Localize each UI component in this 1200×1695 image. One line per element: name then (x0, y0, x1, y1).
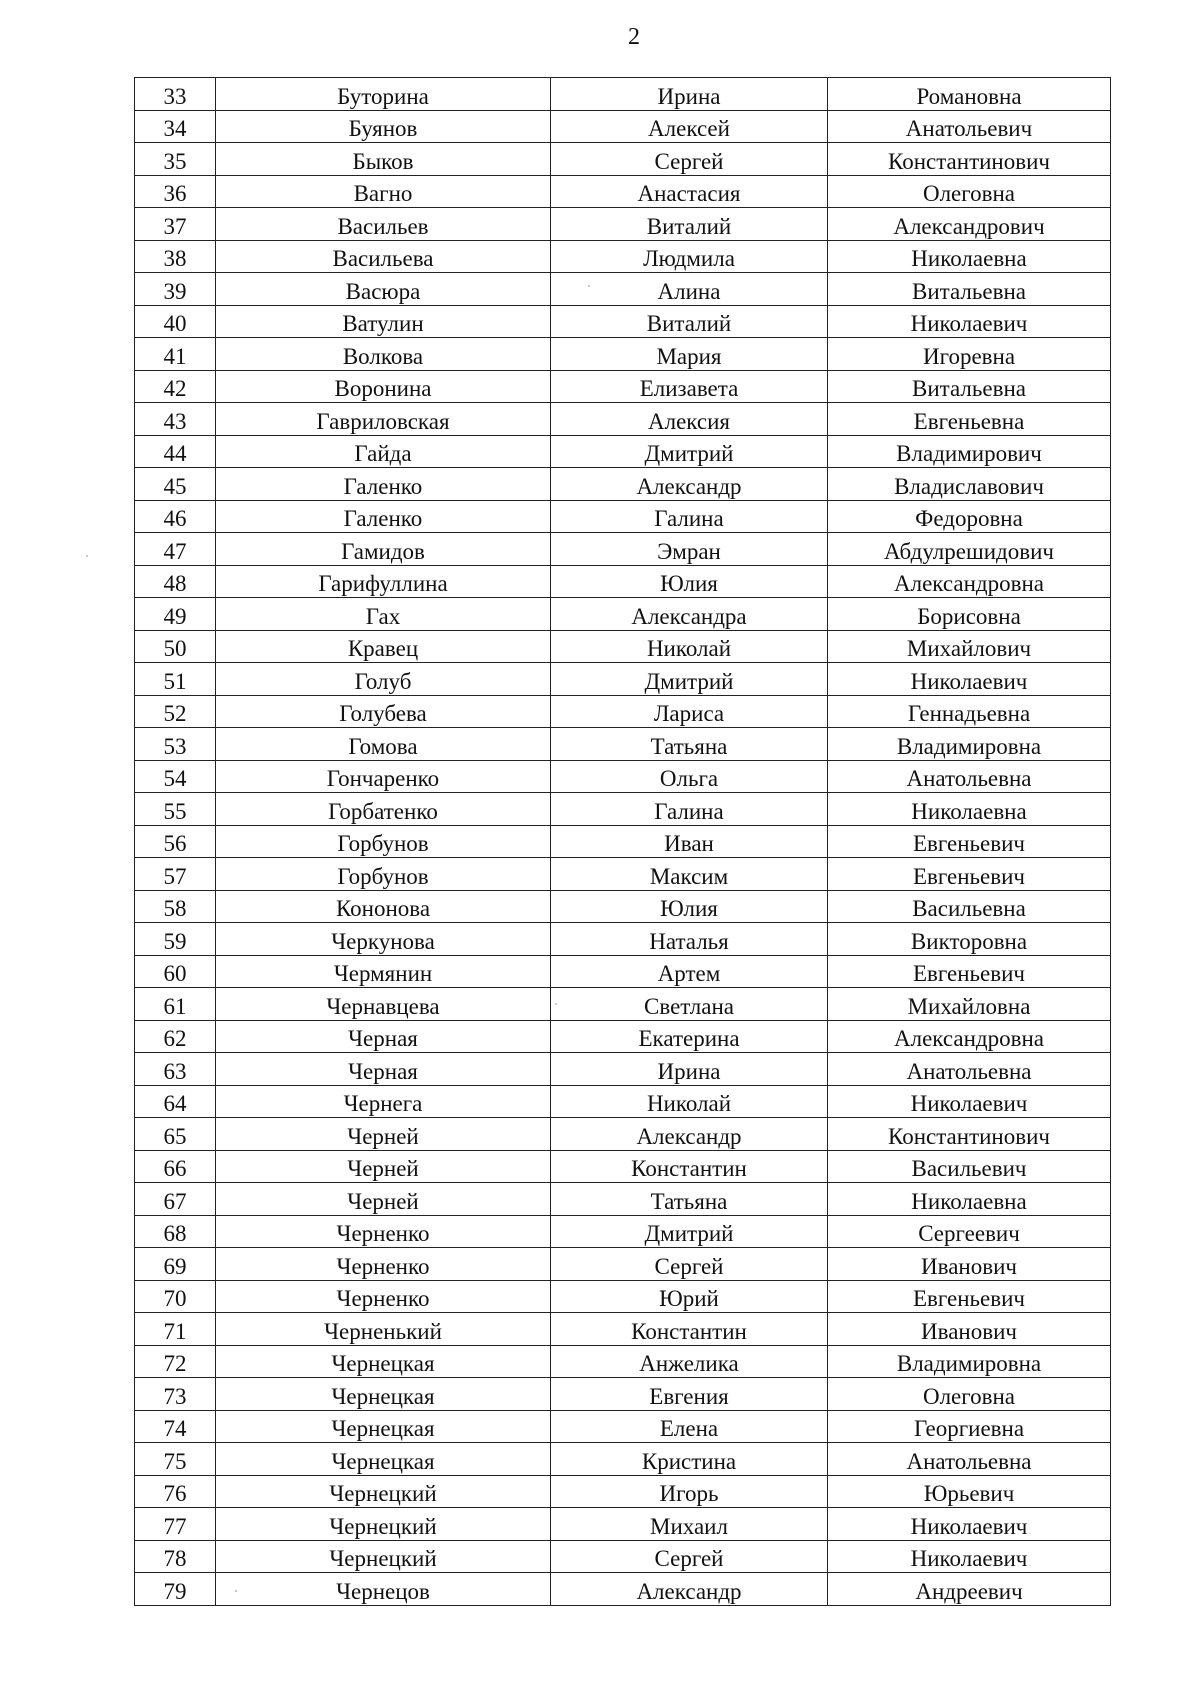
patronymic-cell: Константинович (828, 1118, 1111, 1151)
first-name-cell: Алексия (551, 403, 828, 436)
patronymic-cell: Игоревна (828, 338, 1111, 371)
first-name-cell: Ольга (551, 760, 828, 793)
surname-cell: Горбунов (216, 825, 551, 858)
patronymic-cell: Николаевич (828, 305, 1111, 338)
first-name-cell: Николай (551, 630, 828, 663)
row-number-cell: 64 (135, 1085, 216, 1118)
first-name-cell: Светлана (551, 988, 828, 1021)
surname-cell: Гамидов (216, 533, 551, 566)
patronymic-cell: Николаевич (828, 663, 1111, 696)
surname-cell: Кононова (216, 890, 551, 923)
surname-cell: Чернецкая (216, 1443, 551, 1476)
page-number: 2 (628, 24, 640, 50)
table-row (135, 728, 1111, 761)
first-name-cell: Константин (551, 1150, 828, 1183)
table-row (135, 110, 1111, 143)
table-row (135, 565, 1111, 598)
row-number-cell: 76 (135, 1475, 216, 1508)
table-row (135, 1475, 1111, 1508)
table-row (135, 663, 1111, 696)
first-name-cell: Мария (551, 338, 828, 371)
row-number-cell: 48 (135, 565, 216, 598)
table-row (135, 1085, 1111, 1118)
table-row (135, 923, 1111, 956)
row-number-cell: 71 (135, 1313, 216, 1346)
patronymic-cell: Николаевна (828, 1183, 1111, 1216)
row-number-cell: 54 (135, 760, 216, 793)
table-row (135, 1215, 1111, 1248)
row-number-cell: 58 (135, 890, 216, 923)
surname-cell: Чернецкий (216, 1475, 551, 1508)
table-row (135, 598, 1111, 631)
first-name-cell: Александр (551, 1573, 828, 1606)
table-row (135, 435, 1111, 468)
first-name-cell: Татьяна (551, 1183, 828, 1216)
row-number-cell: 74 (135, 1410, 216, 1443)
row-number-cell: 72 (135, 1345, 216, 1378)
first-name-cell: Игорь (551, 1475, 828, 1508)
surname-cell: Чернецкая (216, 1345, 551, 1378)
first-name-cell: Евгения (551, 1378, 828, 1411)
row-number-cell: 52 (135, 695, 216, 728)
patronymic-cell: Абдулрешидович (828, 533, 1111, 566)
first-name-cell: Михаил (551, 1508, 828, 1541)
patronymic-cell: Александровна (828, 1020, 1111, 1053)
surname-cell: Черная (216, 1020, 551, 1053)
row-number-cell: 61 (135, 988, 216, 1021)
surname-cell: Черненко (216, 1215, 551, 1248)
patronymic-cell: Владиславович (828, 468, 1111, 501)
surname-cell: Гайда (216, 435, 551, 468)
first-name-cell: Эмран (551, 533, 828, 566)
surname-cell: Чернецкая (216, 1410, 551, 1443)
first-name-cell: Сергей (551, 143, 828, 176)
surname-cell: Чернега (216, 1085, 551, 1118)
row-number-cell: 53 (135, 728, 216, 761)
row-number-cell: 44 (135, 435, 216, 468)
patronymic-cell: Константинович (828, 143, 1111, 176)
row-number-cell: 57 (135, 858, 216, 891)
row-number-cell: 33 (135, 78, 216, 111)
table-row (135, 1508, 1111, 1541)
patronymic-cell: Иванович (828, 1313, 1111, 1346)
surname-cell: Чернецкая (216, 1378, 551, 1411)
surname-cell: Черненко (216, 1280, 551, 1313)
row-number-cell: 62 (135, 1020, 216, 1053)
table-row (135, 1410, 1111, 1443)
table-row (135, 1183, 1111, 1216)
patronymic-cell: Евгеньевна (828, 403, 1111, 436)
surname-cell: Буторина (216, 78, 551, 111)
patronymic-cell: Владимирович (828, 435, 1111, 468)
table-row (135, 500, 1111, 533)
table-row (135, 175, 1111, 208)
table-row (135, 1248, 1111, 1281)
row-number-cell: 68 (135, 1215, 216, 1248)
surname-cell: Гомова (216, 728, 551, 761)
table-row (135, 793, 1111, 826)
row-number-cell: 45 (135, 468, 216, 501)
surname-cell: Галенко (216, 468, 551, 501)
row-number-cell: 70 (135, 1280, 216, 1313)
table-row (135, 240, 1111, 273)
patronymic-cell: Михайловна (828, 988, 1111, 1021)
row-number-cell: 36 (135, 175, 216, 208)
patronymic-cell: Анатольевна (828, 1053, 1111, 1086)
first-name-cell: Юлия (551, 565, 828, 598)
scan-speck (235, 1590, 237, 1592)
surname-cell: Черней (216, 1118, 551, 1151)
first-name-cell: Алина (551, 273, 828, 306)
first-name-cell: Константин (551, 1313, 828, 1346)
surname-cell: Воронина (216, 370, 551, 403)
table-row (135, 858, 1111, 891)
surname-cell: Чернавцева (216, 988, 551, 1021)
patronymic-cell: Викторовна (828, 923, 1111, 956)
first-name-cell: Александр (551, 1118, 828, 1151)
surname-cell: Горбатенко (216, 793, 551, 826)
patronymic-cell: Романовна (828, 78, 1111, 111)
surname-cell: Голубева (216, 695, 551, 728)
surname-cell: Гах (216, 598, 551, 631)
table-row (135, 1118, 1111, 1151)
row-number-cell: 63 (135, 1053, 216, 1086)
first-name-cell: Артем (551, 955, 828, 988)
first-name-cell: Юрий (551, 1280, 828, 1313)
table-row (135, 78, 1111, 111)
row-number-cell: 56 (135, 825, 216, 858)
first-name-cell: Ирина (551, 78, 828, 111)
patronymic-cell: Владимировна (828, 728, 1111, 761)
table-row (135, 1443, 1111, 1476)
patronymic-cell: Александрович (828, 208, 1111, 241)
patronymic-cell: Александровна (828, 565, 1111, 598)
patronymic-cell: Сергеевич (828, 1215, 1111, 1248)
row-number-cell: 41 (135, 338, 216, 371)
table-row (135, 338, 1111, 371)
row-number-cell: 40 (135, 305, 216, 338)
table-row (135, 1313, 1111, 1346)
first-name-cell: Елизавета (551, 370, 828, 403)
surname-cell: Чернецкий (216, 1540, 551, 1573)
first-name-cell: Алексей (551, 110, 828, 143)
patronymic-cell: Васильевич (828, 1150, 1111, 1183)
surname-cell: Васюра (216, 273, 551, 306)
patronymic-cell: Владимировна (828, 1345, 1111, 1378)
first-name-cell: Ирина (551, 1053, 828, 1086)
row-number-cell: 38 (135, 240, 216, 273)
row-number-cell: 34 (135, 110, 216, 143)
first-name-cell: Елена (551, 1410, 828, 1443)
first-name-cell: Сергей (551, 1248, 828, 1281)
row-number-cell: 35 (135, 143, 216, 176)
table-row (135, 1150, 1111, 1183)
table-row (135, 988, 1111, 1021)
row-number-cell: 75 (135, 1443, 216, 1476)
roster-table (134, 77, 1111, 1606)
table-row (135, 208, 1111, 241)
table-row (135, 630, 1111, 663)
surname-cell: Горбунов (216, 858, 551, 891)
row-number-cell: 59 (135, 923, 216, 956)
surname-cell: Чернецов (216, 1573, 551, 1606)
first-name-cell: Николай (551, 1085, 828, 1118)
surname-cell: Черненький (216, 1313, 551, 1346)
row-number-cell: 67 (135, 1183, 216, 1216)
first-name-cell: Наталья (551, 923, 828, 956)
patronymic-cell: Иванович (828, 1248, 1111, 1281)
table-row (135, 370, 1111, 403)
patronymic-cell: Михайлович (828, 630, 1111, 663)
surname-cell: Черней (216, 1183, 551, 1216)
row-number-cell: 66 (135, 1150, 216, 1183)
first-name-cell: Александра (551, 598, 828, 631)
table-row (135, 305, 1111, 338)
row-number-cell: 50 (135, 630, 216, 663)
surname-cell: Гавриловская (216, 403, 551, 436)
table-row (135, 695, 1111, 728)
surname-cell: Васильева (216, 240, 551, 273)
row-number-cell: 69 (135, 1248, 216, 1281)
first-name-cell: Анастасия (551, 175, 828, 208)
patronymic-cell: Евгеньевич (828, 955, 1111, 988)
surname-cell: Гончаренко (216, 760, 551, 793)
first-name-cell: Иван (551, 825, 828, 858)
first-name-cell: Александр (551, 468, 828, 501)
table-row (135, 1345, 1111, 1378)
row-number-cell: 60 (135, 955, 216, 988)
first-name-cell: Галина (551, 500, 828, 533)
row-number-cell: 42 (135, 370, 216, 403)
patronymic-cell: Анатольевна (828, 1443, 1111, 1476)
patronymic-cell: Витальевна (828, 273, 1111, 306)
patronymic-cell: Андреевич (828, 1573, 1111, 1606)
patronymic-cell: Николаевич (828, 1508, 1111, 1541)
surname-cell: Быков (216, 143, 551, 176)
first-name-cell: Дмитрий (551, 435, 828, 468)
row-number-cell: 79 (135, 1573, 216, 1606)
roster-body (135, 78, 1111, 1606)
surname-cell: Ватулин (216, 305, 551, 338)
patronymic-cell: Юрьевич (828, 1475, 1111, 1508)
patronymic-cell: Васильевна (828, 890, 1111, 923)
first-name-cell: Людмила (551, 240, 828, 273)
first-name-cell: Лариса (551, 695, 828, 728)
patronymic-cell: Анатольевич (828, 110, 1111, 143)
patronymic-cell: Борисовна (828, 598, 1111, 631)
patronymic-cell: Витальевна (828, 370, 1111, 403)
surname-cell: Гарифуллина (216, 565, 551, 598)
table-row (135, 1053, 1111, 1086)
first-name-cell: Сергей (551, 1540, 828, 1573)
first-name-cell: Татьяна (551, 728, 828, 761)
patronymic-cell: Евгеньевич (828, 858, 1111, 891)
first-name-cell: Юлия (551, 890, 828, 923)
patronymic-cell: Евгеньевич (828, 825, 1111, 858)
row-number-cell: 65 (135, 1118, 216, 1151)
row-number-cell: 77 (135, 1508, 216, 1541)
row-number-cell: 78 (135, 1540, 216, 1573)
surname-cell: Буянов (216, 110, 551, 143)
surname-cell: Кравец (216, 630, 551, 663)
scan-speck (555, 1003, 557, 1005)
table-row (135, 890, 1111, 923)
patronymic-cell: Олеговна (828, 1378, 1111, 1411)
table-row (135, 143, 1111, 176)
row-number-cell: 49 (135, 598, 216, 631)
table-row (135, 1020, 1111, 1053)
patronymic-cell: Николаевна (828, 240, 1111, 273)
first-name-cell: Галина (551, 793, 828, 826)
surname-cell: Волкова (216, 338, 551, 371)
patronymic-cell: Федоровна (828, 500, 1111, 533)
row-number-cell: 73 (135, 1378, 216, 1411)
surname-cell: Черная (216, 1053, 551, 1086)
table-row (135, 1378, 1111, 1411)
first-name-cell: Виталий (551, 305, 828, 338)
row-number-cell: 46 (135, 500, 216, 533)
table-row (135, 1280, 1111, 1313)
row-number-cell: 55 (135, 793, 216, 826)
patronymic-cell: Олеговна (828, 175, 1111, 208)
patronymic-cell: Николаевич (828, 1540, 1111, 1573)
surname-cell: Черней (216, 1150, 551, 1183)
surname-cell: Черкунова (216, 923, 551, 956)
table-row (135, 1573, 1111, 1606)
first-name-cell: Кристина (551, 1443, 828, 1476)
table-row (135, 1540, 1111, 1573)
scan-speck (86, 555, 88, 557)
row-number-cell: 39 (135, 273, 216, 306)
table-row (135, 533, 1111, 566)
table-row (135, 468, 1111, 501)
table-row (135, 955, 1111, 988)
first-name-cell: Максим (551, 858, 828, 891)
surname-cell: Чернецкий (216, 1508, 551, 1541)
first-name-cell: Виталий (551, 208, 828, 241)
patronymic-cell: Николаевна (828, 793, 1111, 826)
surname-cell: Галенко (216, 500, 551, 533)
patronymic-cell: Георгиевна (828, 1410, 1111, 1443)
surname-cell: Черненко (216, 1248, 551, 1281)
first-name-cell: Анжелика (551, 1345, 828, 1378)
table-row (135, 403, 1111, 436)
surname-cell: Чермянин (216, 955, 551, 988)
scan-speck (588, 285, 590, 287)
table-row (135, 825, 1111, 858)
first-name-cell: Екатерина (551, 1020, 828, 1053)
table-row (135, 760, 1111, 793)
row-number-cell: 37 (135, 208, 216, 241)
first-name-cell: Дмитрий (551, 663, 828, 696)
patronymic-cell: Евгеньевич (828, 1280, 1111, 1313)
surname-cell: Голуб (216, 663, 551, 696)
surname-cell: Васильев (216, 208, 551, 241)
patronymic-cell: Геннадьевна (828, 695, 1111, 728)
first-name-cell: Дмитрий (551, 1215, 828, 1248)
patronymic-cell: Николаевич (828, 1085, 1111, 1118)
row-number-cell: 43 (135, 403, 216, 436)
row-number-cell: 51 (135, 663, 216, 696)
patronymic-cell: Анатольевна (828, 760, 1111, 793)
row-number-cell: 47 (135, 533, 216, 566)
surname-cell: Вагно (216, 175, 551, 208)
table-row (135, 273, 1111, 306)
